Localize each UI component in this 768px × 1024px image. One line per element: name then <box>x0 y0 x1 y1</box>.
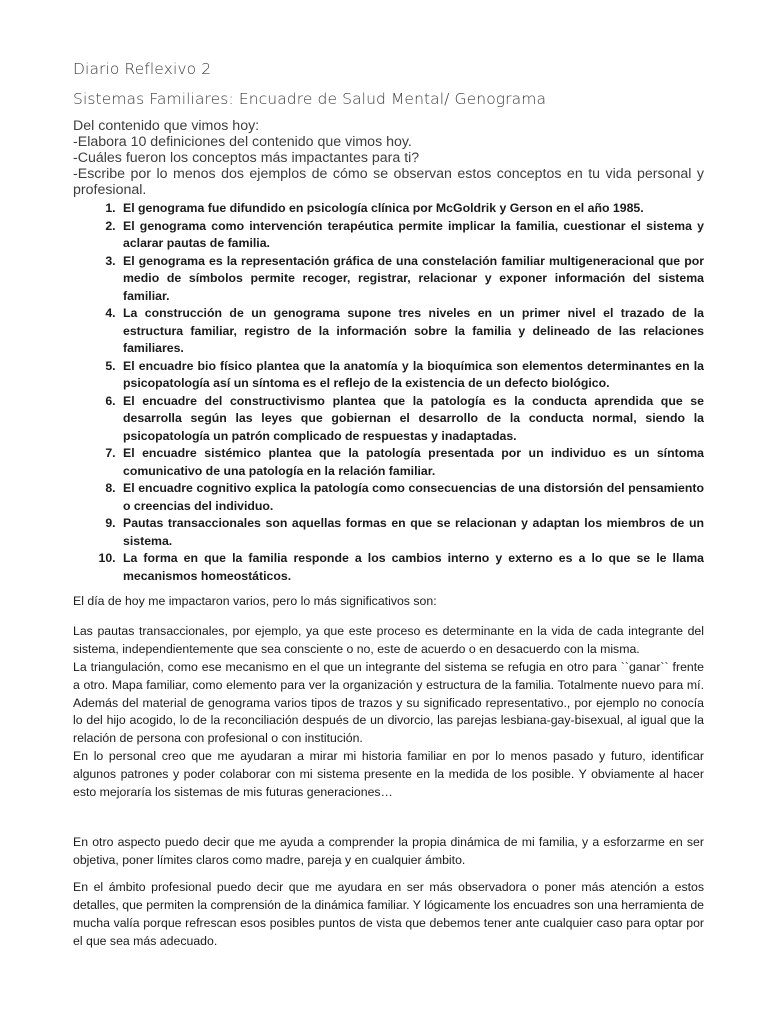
other-aspect-paragraph: En otro aspecto puedo decir que me ayuda a comprender la propia dinámica de mi familia, y a esforzarme en ser objetiva, poner límites claros como madre, pareja y en cualquier ámbito. <box>73 834 704 867</box>
impact-paragraph: En lo personal creo que me ayudaran a mirar mi historia familiar en por lo menos pasado y futuro, identificar algunos patrones y poder colaborar con mi sistema presente en la medida de los posible. Y obviamente al hacer esto mejoraría los sistemas de mis futuras generaciones… <box>73 749 704 800</box>
document-title: Diario Reflexivo 2 <box>73 60 212 78</box>
definition-item: 1. El genograma fue difundido en psicología clínica por McGoldrik y Gerson en el año 1985. <box>119 200 704 218</box>
definition-item: 7. El encuadre sistémico plantea que la patología presentada por un individuo es un síntoma comunicativo de una patología en la relación familiar. <box>119 445 704 480</box>
definition-item: 2. El genograma como intervención terapéutica permite implicar la familia, cuestionar el sistema y aclarar pautas de familia. <box>119 218 704 253</box>
reflection-body <box>73 593 704 950</box>
definition-item: 4. La construcción de un genograma supone tres niveles en un primer nivel el trazado de la estructura familiar, registro de la información sobre la familia y delineado de las relaciones familiares. <box>119 305 704 358</box>
document-subtitle: Sistemas Familiares: Encuadre de Salud Mental/ Genograma <box>73 90 547 108</box>
definition-item: 5. El encuadre bio físico plantea que la anatomía y la bioquímica son elementos determinantes en la psicopatología así un síntoma es el reflejo de la existencia de un defecto biológico. <box>119 358 704 393</box>
definition-item: 3. El genograma es la representación gráfica de una constelación familiar multigeneracional que por medio de símbolos permite recoger, registrar, relacionar y exponer información del sistema familiar. <box>119 253 704 306</box>
assignment-prompt <box>73 118 704 198</box>
prompt-line: -Cuáles fueron los conceptos más impactantes para ti? <box>73 150 420 166</box>
impact-paragraph: Las pautas transaccionales, por ejemplo, ya que este proceso es determinante en la vida de cada integrante del sistema, independientemente que sea consciente o no, este de acuerdo o en desacuerdo con la misma. <box>73 623 704 656</box>
impact-intro: El día de hoy me impactaron varios, pero lo más significativos son: <box>73 594 437 608</box>
definition-item: 10. La forma en que la familia responde a los cambios interno y externo es a lo que se le llama mecanismos homeostáticos. <box>119 550 704 585</box>
definition-item: 8. El encuadre cognitivo explica la patología como consecuencias de una distorsión del pensamiento o creencias del individuo. <box>119 480 704 515</box>
prompt-line: -Elabora 10 definiciones del contenido que vimos hoy. <box>73 134 412 150</box>
definitions-list <box>73 200 704 585</box>
prompt-line: Del contenido que vimos hoy: <box>73 118 260 134</box>
definition-item: 6. El encuadre del constructivismo plantea que la patología es la conducta aprendida que se desarrolla según las leyes que gobiernan el desarrollo de la conducta normal, siendo la psicopatología un patrón complicado de respuestas y inadaptadas. <box>119 393 704 446</box>
impact-paragraph: La triangulación, como ese mecanismo en el que un integrante del sistema se refugia en otro para ``ganar`` frente a otro. Mapa familiar, como elemento para ver la organización y estructura de la familia. Totalmente nuevo para mí. Además del material de genograma varios tipos de trazos y su significado representativo., por ejemplo no conocía lo del hijo acogido, lo de la reconciliación después de un divorcio, las parejas lesbiana-gay-bisexual, al igual que la relación de persona con profesional o con institución. <box>73 659 704 746</box>
prompt-line: -Escribe por lo menos dos ejemplos de cómo se observan estos conceptos en tu vida personal y profesional. <box>73 166 704 198</box>
definition-item: 9. Pautas transaccionales son aquellas formas en que se relacionan y adaptan los miembros de un sistema. <box>119 515 704 550</box>
professional-paragraph: En el ámbito profesional puedo decir que me ayudara en ser más observadora o poner más atención a estos detalles, que permiten la comprensión de la dinámica familiar. Y lógicamente los encuadres son una herramienta de mucha valía porque refrescan esos posibles puntos de vista que debemos tener ante cualquier caso para optar por el que sea más adecuado. <box>73 879 704 948</box>
